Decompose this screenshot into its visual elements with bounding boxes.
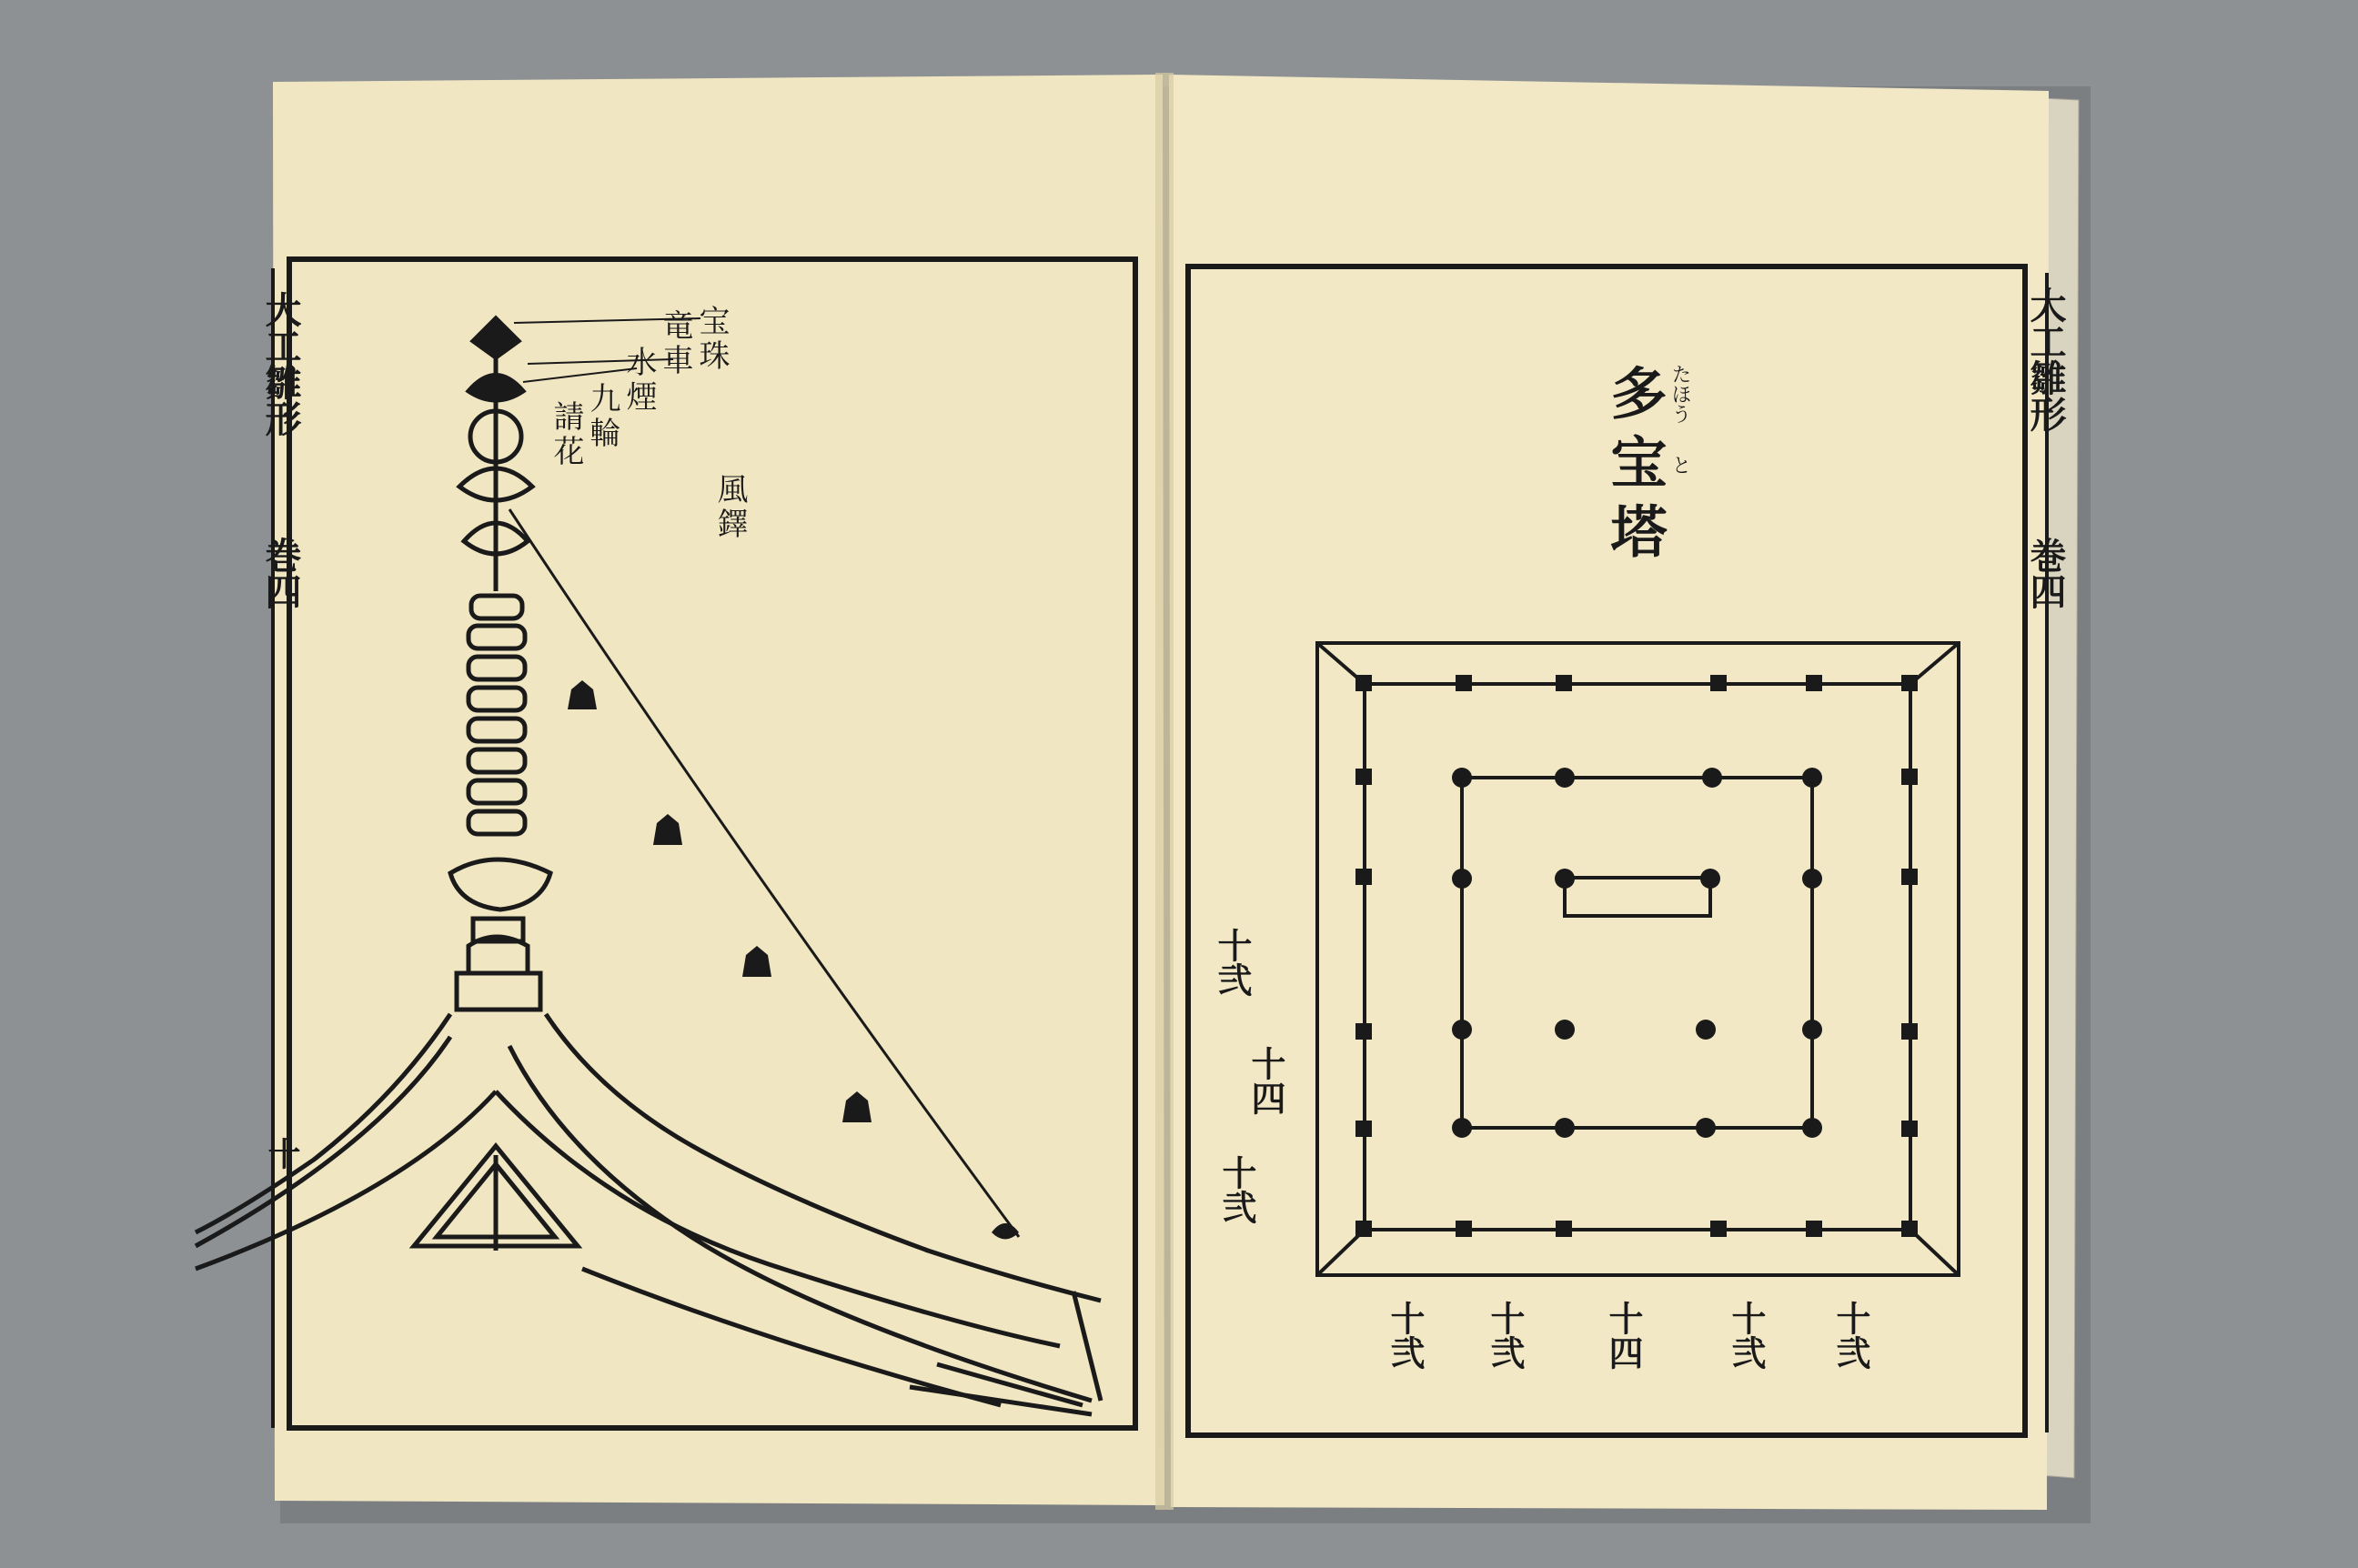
left-volume: 巻四 xyxy=(259,537,302,609)
finial-label-3: 水煙 xyxy=(620,346,657,415)
finial-label-2: 竜車 xyxy=(657,309,693,378)
title-ruby-1: たほう xyxy=(1668,364,1691,424)
finial-label-4: 九輪 xyxy=(584,382,620,451)
title-ruby-2: と xyxy=(1668,455,1691,475)
bottom-dimension-1: 十弐 xyxy=(1385,1301,1426,1370)
side-dimension-1: 十弐 xyxy=(1212,928,1253,997)
bottom-dimension-4: 十弐 xyxy=(1726,1301,1767,1370)
left-page xyxy=(273,75,1164,1505)
bottom-dimension-5: 十弐 xyxy=(1830,1301,1871,1370)
left-folio: 十 xyxy=(263,1137,301,1170)
right-volume: 巻四 xyxy=(2024,537,2067,609)
finial-label-1: 宝珠 xyxy=(693,305,730,374)
bottom-dimension-2: 十弐 xyxy=(1485,1301,1526,1370)
bottom-dimension-3: 十四 xyxy=(1603,1301,1644,1370)
finial-label-5: 請花 xyxy=(548,400,584,469)
page-title: 多宝塔 xyxy=(1601,364,1668,571)
right-page xyxy=(1169,75,2049,1510)
bell-label: 風鐸 xyxy=(711,473,748,542)
right-spine-title: 大工雛形 xyxy=(2024,286,2067,432)
left-spine-title: 大工雛形 xyxy=(259,291,302,437)
side-dimension-3: 十弐 xyxy=(1216,1155,1257,1224)
gutter xyxy=(1155,73,1174,1510)
side-dimension-2: 十四 xyxy=(1245,1046,1286,1115)
